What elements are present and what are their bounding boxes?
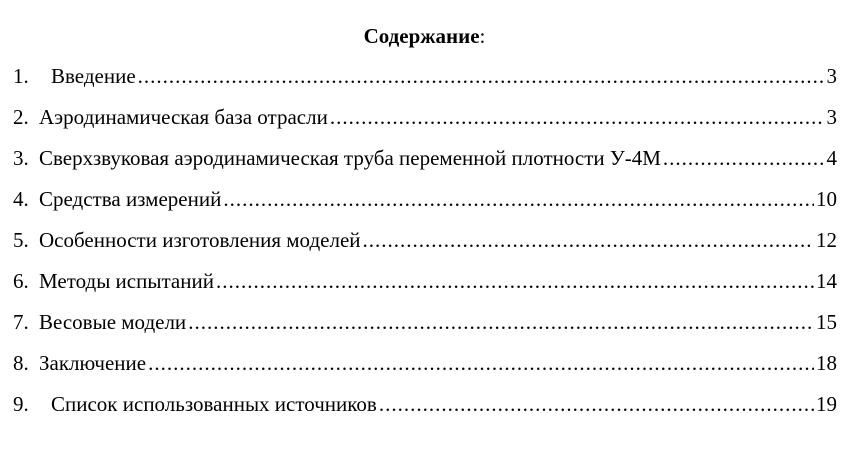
toc-dot-leader [216,268,814,294]
toc-entry-text: Аэродинамическая база отрасли [39,105,328,129]
toc-entry [13,145,837,186]
toc-entry-text: Введение [51,64,136,88]
toc-entry-number: 6. [13,269,29,293]
toc-list [13,63,837,432]
toc-dot-leader [379,391,814,417]
toc-entry-text: Заключение [39,351,147,375]
toc-entry [13,104,837,145]
toc-entry-page: 18 [816,351,837,375]
toc-entry-text: Методы испытаний [39,269,214,293]
toc-entry-page: 3 [826,105,837,129]
toc-entry-number: 7. [13,310,29,334]
toc-dot-leader [663,145,823,171]
toc-entry-page: 15 [816,310,837,334]
toc-entry-page: 3 [826,64,837,88]
toc-entry-text: Список использованных источников [51,392,377,416]
toc-entry [13,309,837,350]
toc-entry-number: 9. [13,392,29,416]
toc-title-colon: : [479,24,486,48]
toc-entry [13,63,837,104]
toc-entry-page: 10 [816,187,837,211]
toc-entry-number: 5. [13,228,29,252]
toc-dot-leader [148,350,814,376]
toc-heading [0,22,849,50]
toc-dot-leader [138,63,823,89]
toc-entry [13,268,837,309]
toc-entry-number: 1. [13,64,29,88]
toc-entry-number: 3. [13,146,29,170]
toc-entry [13,186,837,227]
toc-entry [13,350,837,391]
toc-entry-number: 2. [13,105,29,129]
toc-dot-leader [223,186,814,212]
toc-entry-page: 14 [816,269,837,293]
toc-dot-leader [363,227,814,253]
toc-entry-page: 12 [816,228,837,252]
toc-entry-number: 8. [13,351,29,375]
toc-entry-text: Весовые модели [39,310,187,334]
toc-entry [13,391,837,432]
toc-entry-text: Сверхзвуковая аэродинамическая труба переменной плотности У-4М [39,146,661,170]
toc-entry-text: Особенности изготовления моделей [39,228,361,252]
toc-entry-text: Средства измерений [39,187,222,211]
toc-entry-number: 4. [13,187,29,211]
toc-entry [13,227,837,268]
toc-dot-leader [330,104,823,130]
toc-dot-leader [188,309,814,335]
toc-entry-page: 4 [826,146,837,170]
toc-entry-page: 19 [816,392,837,416]
toc-title: Содержание [363,24,480,48]
